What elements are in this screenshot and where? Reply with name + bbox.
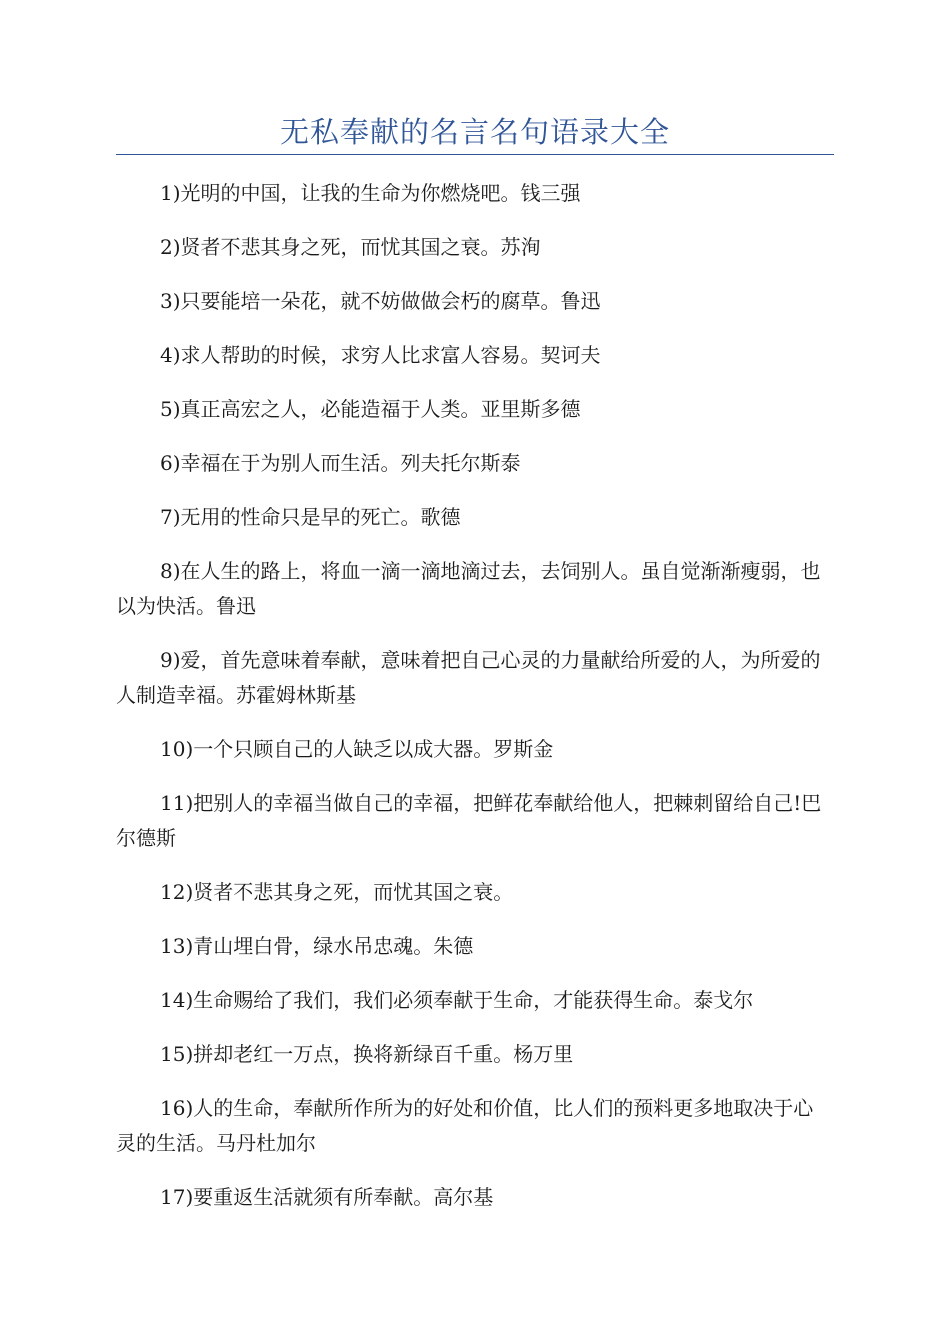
quote-item-9: 9)爱，首先意味着奉献，意味着把自己心灵的力量献给所爱的人，为所爱的人制造幸福。苏霍姆林斯基 — [116, 648, 821, 707]
quote-item-7: 7)无用的性命只是早的死亡。歌德 — [160, 505, 461, 529]
quote-item-1: 1)光明的中国，让我的生命为你燃烧吧。钱三强 — [160, 181, 581, 205]
quote-item-5: 5)真正高宏之人，必能造福于人类。亚里斯多德 — [160, 397, 581, 421]
quote-item-14: 14)生命赐给了我们，我们必须奉献于生命，才能获得生命。泰戈尔 — [160, 988, 754, 1012]
quote-item-11: 11)把别人的幸福当做自己的幸福，把鲜花奉献给他人，把棘刺留给自己!巴尔德斯 — [116, 791, 822, 850]
quote-item-12: 12)贤者不悲其身之死，而忧其国之衰。 — [160, 880, 514, 904]
quote-item-13: 13)青山埋白骨，绿水吊忠魂。朱德 — [160, 934, 474, 958]
quote-item-8: 8)在人生的路上，将血一滴一滴地滴过去，去饲别人。虽自觉渐渐瘦弱，也以为快活。鲁迅 — [116, 559, 821, 618]
quote-item-3: 3)只要能培一朵花，就不妨做做会朽的腐草。鲁迅 — [160, 289, 601, 313]
quote-item-4: 4)求人帮助的时候，求穷人比求富人容易。契诃夫 — [160, 343, 601, 367]
quote-item-2: 2)贤者不悲其身之死，而忧其国之衰。苏洵 — [160, 235, 541, 259]
quote-item-15: 15)拼却老红一万点，换将新绿百千重。杨万里 — [160, 1042, 574, 1066]
quote-item-17: 17)要重返生活就须有所奉献。高尔基 — [160, 1185, 494, 1209]
title-underline — [116, 154, 834, 155]
quote-item-6: 6)幸福在于为别人而生活。列夫托尔斯泰 — [160, 451, 521, 475]
quote-item-10: 10)一个只顾自己的人缺乏以成大器。罗斯金 — [160, 737, 554, 761]
quote-list — [116, 176, 828, 1234]
quote-item-16: 16)人的生命，奉献所作所为的好处和价值，比人们的预料更多地取决于心灵的生活。马丹杜加尔 — [116, 1096, 814, 1155]
page-title: 无私奉献的名言名句语录大全 — [279, 115, 670, 149]
